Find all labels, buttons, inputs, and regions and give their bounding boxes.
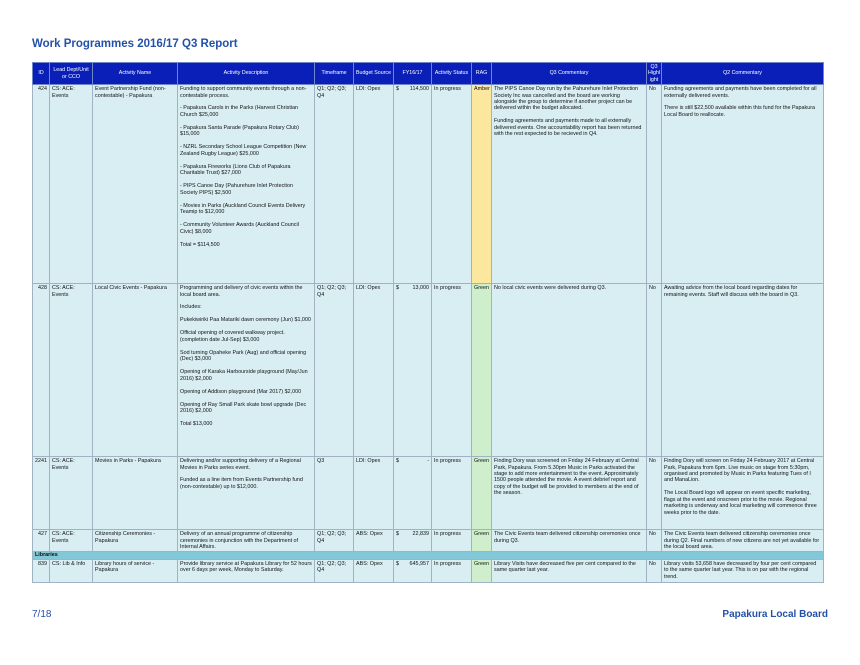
cell-dept: CS: ACE: Events: [50, 530, 93, 552]
cell-q2-commentary: Awaiting advice from the local board regarding dates for remaining events. Staff will discuss with the board in Q3.: [662, 284, 824, 457]
cell-id: 427: [33, 530, 50, 552]
cell-activity-description: Provide library service at Papakura Library for 52 hours over 6 days per week, Monday to Saturday.: [178, 559, 315, 582]
cell-q3-commentary: No local civic events were delivered during Q3.: [492, 284, 647, 457]
cell-rag-green: Green: [472, 530, 492, 552]
cell-dept: CS: ACE: Events: [50, 284, 93, 457]
currency-symbol: $: [396, 560, 399, 567]
cell-activity-description: Programming and delivery of civic events within the local board area. Includes: Pukekiwiriki Paa Matariki dawn ceremony (Jun) $1,000 Official opening of covered walkway project. (completion date Jul-Sep) $3,000 Sod turning Opaheke Park (Aug) and official opening (Dec) $3,000 Opening of Karaka Harbourside playground (May/Jun 2016) $2,000 Opening of Addison playground (Mar 2017) $2,000 Opening of Ray Small Park skate bowl upgrade (Dec 2016) $2,000 Total $13,000: [178, 284, 315, 457]
cell-activity-description: Funding to support community events through a non-contestable process. - Papakura Carols in the Parks (Harvest Christian Church $25,000 - Papakura Santa Parade (Papakura Rotary Club) $15,000 - NZRL Secondary School League Competition (New Zealand Rugby League) $25,000 - Papakura Fireworks (Lions Club of Papakura Charitable Trust) $27,000 - PIPS Canoe Day (Pahurehure Inlet Protection Society PIPS) $2,500 - Movies in Parks (Auckland Council Events Delivery Teamip to $12,000 - Community Volunteer Awards (Auckland Council Civic) $8,000 Total = $114,500: [178, 85, 315, 284]
cell-q3-commentary: Finding Dory was screened on Friday 24 February at Central Park, Papakura. From 5.30pm Music in Parks activated the stage to add more entertainment to the event. Approximately 1500 people attended the movie. A event debrief report and copy of the budget will be provided to members at the end of the season.: [492, 457, 647, 530]
cell-q3-highlight: No: [647, 559, 662, 582]
cell-timeframe: Q1; Q2; Q3; Q4: [315, 85, 354, 284]
cell-timeframe: Q3: [315, 457, 354, 530]
table-header-row: [33, 63, 824, 85]
cell-status: In progress: [432, 559, 472, 582]
currency-symbol: $: [396, 458, 399, 465]
cell-dept: CS: Lib & Info: [50, 559, 93, 582]
cell-id: 839: [33, 559, 50, 582]
section-header-row: [33, 552, 824, 559]
table-row: [33, 559, 824, 582]
col-header-fy: FY16/17: [394, 63, 432, 85]
cell-timeframe: Q1; Q2; Q3; Q4: [315, 559, 354, 582]
cell-budget-source: ABS: Opex: [354, 530, 394, 552]
cell-dept: CS: ACE: Events: [50, 85, 93, 284]
cell-q2-commentary: Funding agreements and payments have been completed for all externally delivered events. There is still $22,500 available within this fund for the Papakura Local Board to reallocate.: [662, 85, 824, 284]
currency-symbol: $: [396, 285, 399, 292]
cell-q3-highlight: No: [647, 457, 662, 530]
cell-dept: CS: ACE: Events: [50, 457, 93, 530]
col-header-q3-commentary: Q3 Commentary: [492, 63, 647, 85]
cell-rag-green: Green: [472, 284, 492, 457]
cell-status: In progress: [432, 85, 472, 284]
page-title: Work Programmes 2016/17 Q3 Report: [32, 38, 238, 50]
cell-q3-commentary: The Civic Events team delivered citizenship ceremonies once during Q3.: [492, 530, 647, 552]
fy-amount: 114,500: [409, 86, 429, 93]
cell-activity-description: Delivering and/or supporting delivery of a Regional Movies in Parks series event. Funded as a line item from Events Partnership fund (non-contestable) up to $12,000.: [178, 457, 315, 530]
col-header-rag: RAG: [472, 63, 492, 85]
table-row: [33, 530, 824, 552]
cell-q3-highlight: No: [647, 530, 662, 552]
col-header-q3-highlight: Q3 Highl ight: [648, 64, 661, 83]
cell-activity-name: Movies in Parks - Papakura: [93, 457, 178, 530]
currency-symbol: $: [396, 531, 399, 538]
table-row: [33, 284, 824, 457]
cell-status: In progress: [432, 530, 472, 552]
work-programme-table: [32, 62, 824, 583]
cell-q3-commentary: Library Visits have decreased five per cent compared to the same quarter last year.: [492, 559, 647, 582]
cell-fy: [394, 457, 432, 530]
cell-rag-green: Green: [472, 457, 492, 530]
cell-q3-highlight: No: [647, 85, 662, 284]
cell-rag-amber: Amber: [472, 85, 492, 284]
cell-timeframe: Q1; Q2; Q3; Q4: [315, 284, 354, 457]
fy-amount: 22,839: [412, 531, 429, 538]
cell-budget-source: LDI: Opex: [354, 457, 394, 530]
col-header-activity-status: Activity Status: [432, 63, 472, 85]
cell-timeframe: Q1; Q2; Q3; Q4: [315, 530, 354, 552]
cell-fy: [394, 530, 432, 552]
cell-id: 428: [33, 284, 50, 457]
cell-status: In progress: [432, 457, 472, 530]
cell-budget-source: ABS: Opex: [354, 559, 394, 582]
local-board-name: Papakura Local Board: [722, 609, 828, 620]
col-header-activity-description: Activity Description: [178, 63, 315, 85]
cell-activity-name: Library hours of service - Papakura: [93, 559, 178, 582]
cell-fy: [394, 284, 432, 457]
cell-status: In progress: [432, 284, 472, 457]
section-header-libraries: Libraries: [33, 552, 824, 559]
cell-activity-name: Local Civic Events - Papakura: [93, 284, 178, 457]
cell-q2-commentary: The Civic Events team delivered citizenship ceremonies once during Q2. Final numbers of new citizens are not yet available for the local board area.: [662, 530, 824, 552]
cell-activity-name: Citizenship Ceremonies - Papakura: [93, 530, 178, 552]
col-header-activity-name: Activity Name: [93, 63, 178, 85]
table-row: [33, 85, 824, 284]
fy-amount: 645,957: [409, 560, 429, 567]
cell-activity-name: Event Partnership Fund (non-contestable) - Papakura: [93, 85, 178, 284]
cell-id: 2241: [33, 457, 50, 530]
col-header-q2-commentary: Q2 Commentary: [662, 63, 824, 85]
col-header-budget-source: Budget Source: [354, 63, 394, 85]
col-header-id: ID: [33, 63, 50, 85]
page-number: 7/18: [32, 609, 52, 620]
table-row: [33, 457, 824, 530]
cell-budget-source: LDI: Opex: [354, 284, 394, 457]
fy-amount: -: [427, 458, 429, 465]
cell-rag-green: Green: [472, 559, 492, 582]
cell-fy: [394, 559, 432, 582]
currency-symbol: $: [396, 86, 399, 93]
cell-activity-description: Delivery of an annual programme of citizenship ceremonies in conjunction with the Department of Internal Affairs.: [178, 530, 315, 552]
cell-fy: [394, 85, 432, 284]
cell-q2-commentary: Finding Dory will screen on Friday 24 February 2017 at Central Park, Papakura from 6pm. Live music on stage from 5:30pm, organised and promoted by Music in Parks featuring Tues of I and ManaLion. The Local Board logo will appear on event specific marketing, flags at the event and onscreen prior to the movie. Regional marketing is underway and local marketing will commence three weeks prior to the date.: [662, 457, 824, 530]
cell-q3-highlight: No: [647, 284, 662, 457]
cell-q2-commentary: Library visits 53,658 have decreased by four per cent compared to the same quarter last year. This is on par with the regional trend.: [662, 559, 824, 582]
col-header-timeframe: Timeframe: [315, 63, 354, 85]
fy-amount: 13,000: [412, 285, 429, 292]
cell-budget-source: LDI: Opex: [354, 85, 394, 284]
cell-q3-commentary: The PIPS Canoe Day run by the Pahurehure Inlet Protection Society Inc was cancelled and the board are working alongside the group to determine if another project can be delivered within the budget allocated. Funding agreements and payments made to all externally delivered events. One accountability report has been returned with the rest expected to be recieved in Q4.: [492, 85, 647, 284]
cell-id: 424: [33, 85, 50, 284]
col-header-dept: Lead Dept/Unit or CCO: [50, 63, 93, 85]
